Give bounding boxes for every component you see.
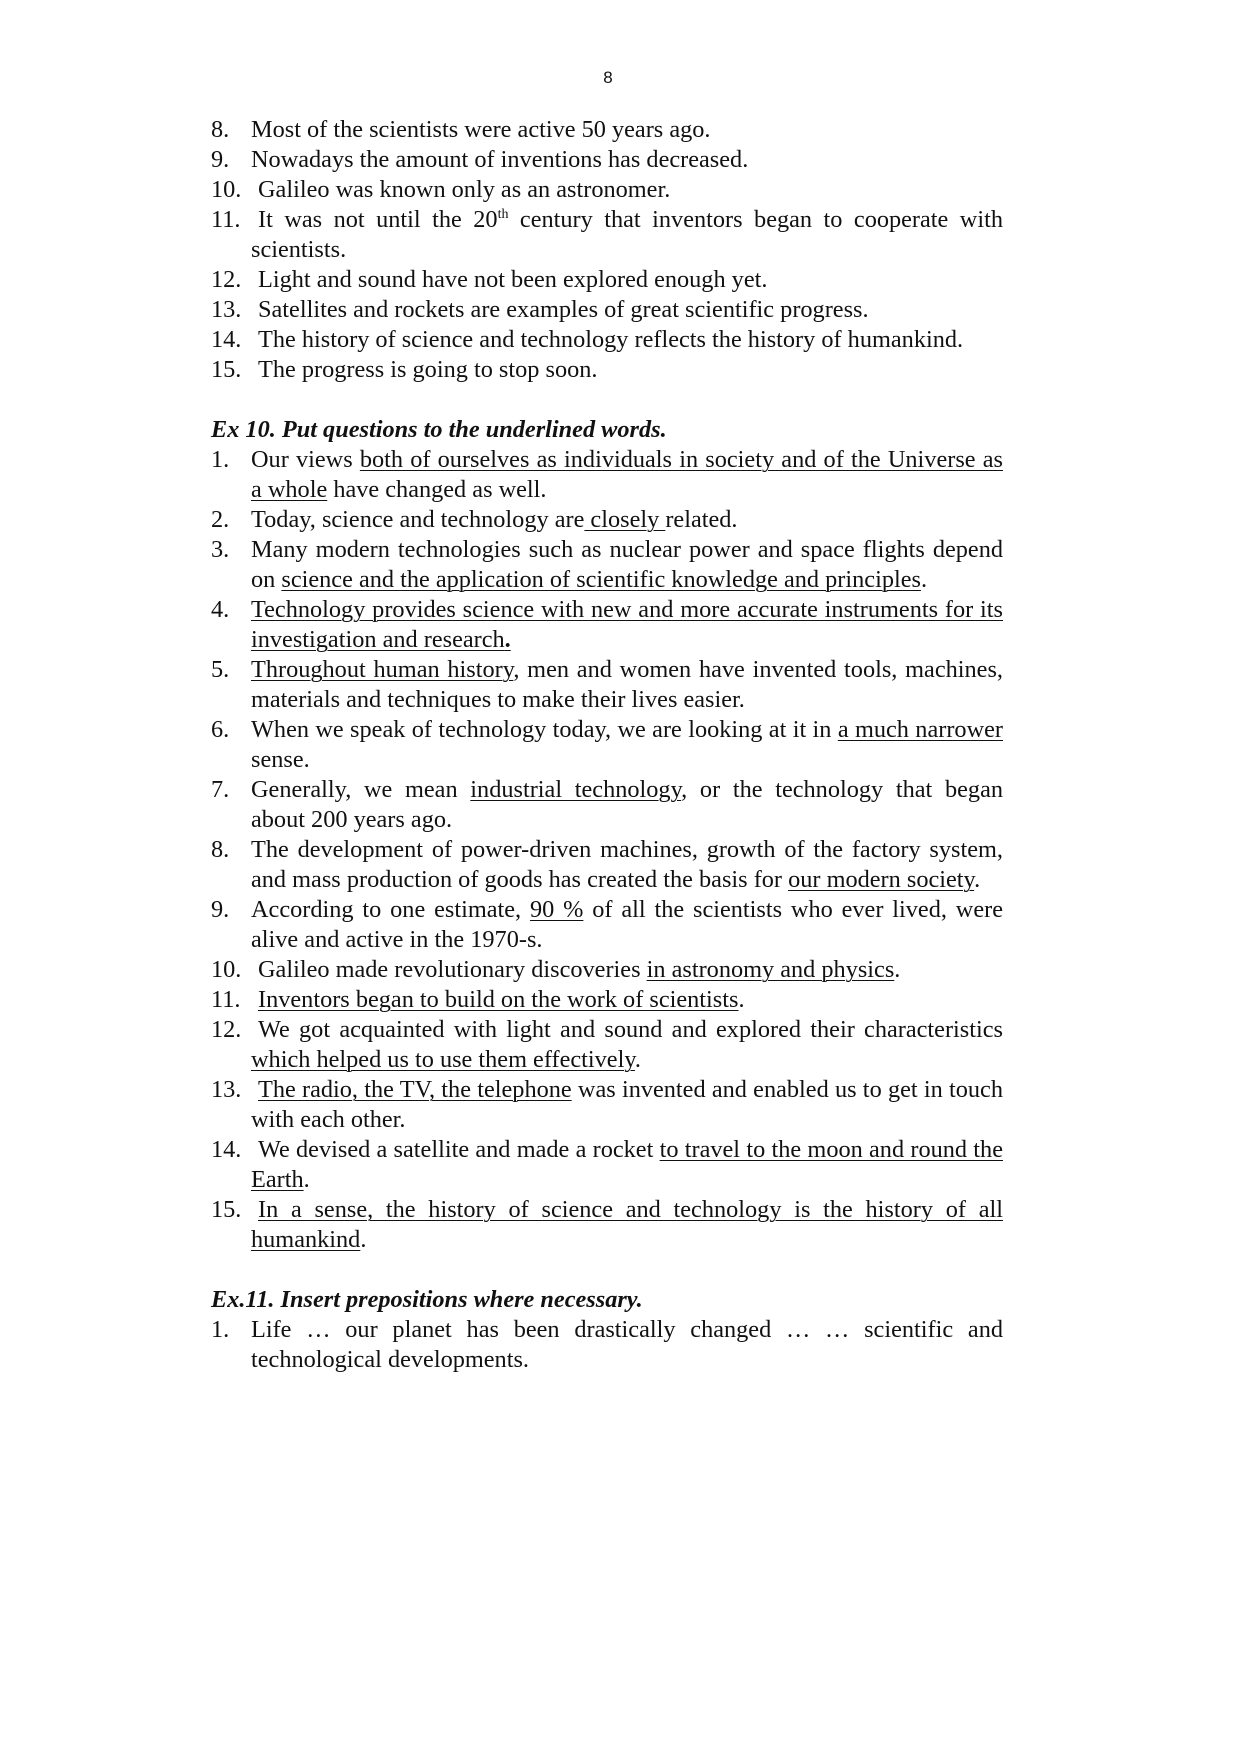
item-text — [251, 836, 1003, 893]
item-text — [251, 536, 1003, 593]
item-number: 12. — [211, 266, 242, 293]
list-item — [211, 295, 1003, 325]
item-number: 4. — [211, 596, 230, 623]
list-item — [211, 175, 1003, 205]
text-segment: , men and women have invented tools, machines, materials and techniques to make their lives easier. — [251, 656, 1003, 713]
list-item — [211, 145, 1003, 175]
list-item — [211, 355, 1003, 385]
item-text — [251, 896, 1003, 953]
item-number: 12. — [211, 1016, 242, 1043]
item-text — [251, 506, 738, 533]
underlined-phrase: our modern society — [788, 866, 975, 893]
text-segment: The progress is going to stop soon. — [258, 356, 598, 383]
item-number: 10. — [211, 956, 242, 983]
text-segment: We got acquainted with light and sound and explored their characteristics — [258, 1016, 1003, 1043]
item-text — [258, 986, 745, 1013]
true-false-list — [211, 115, 1003, 385]
list-item — [211, 445, 1003, 505]
list-item — [211, 265, 1003, 295]
text-segment: Light and sound have not been explored enough yet. — [258, 266, 768, 293]
text-segment: Life … our planet has been drastically changed … … scientific and technological developments. — [251, 1316, 1003, 1373]
list-item — [211, 955, 1003, 985]
item-text — [251, 1196, 1003, 1253]
item-number: 2. — [211, 506, 230, 533]
text-segment: Nowadays the amount of inventions has decreased. — [251, 146, 749, 173]
list-item — [211, 325, 1003, 355]
exercise-10-heading: Ex 10. Put questions to the underlined words. — [211, 416, 667, 443]
list-item — [211, 775, 1003, 835]
exercise-11-list — [211, 1315, 1003, 1375]
item-number: 11. — [211, 986, 241, 1013]
item-number: 1. — [211, 446, 230, 473]
text-segment: . — [738, 986, 745, 1013]
text-segment: . — [974, 866, 981, 893]
item-number: 9. — [211, 896, 230, 923]
item-number: 8. — [211, 836, 230, 863]
item-text — [258, 296, 869, 323]
text-segment: related. — [665, 506, 738, 533]
item-number: 9. — [211, 146, 230, 173]
text-segment: , or the technology that began about 200 years ago. — [251, 776, 1004, 833]
item-number: 13. — [211, 1076, 242, 1103]
item-text — [251, 1136, 1003, 1193]
underlined-phrase: which helped us to use them effectively — [251, 1046, 635, 1073]
underlined-phrase: to travel to the moon and round the Earth — [251, 1136, 1003, 1193]
superscript: th — [497, 207, 509, 222]
text-segment: . — [360, 1226, 367, 1253]
underlined-phrase: both of ourselves as individuals in society and of the Universe as a whole — [251, 446, 1003, 503]
underlined-phrase: In a sense, the history of science and technology is the history of all humankind — [251, 1196, 1003, 1253]
item-number: 8. — [211, 116, 230, 143]
item-number: 5. — [211, 656, 230, 683]
underlined-phrase: Technology provides science with new and more accurate instruments for its investigation and research — [251, 596, 1003, 653]
underlined-phrase: . — [504, 626, 511, 653]
text-segment: Most of the scientists were active 50 years ago. — [251, 116, 711, 143]
item-text — [258, 326, 963, 353]
underlined-phrase: industrial technology — [470, 776, 682, 803]
text-segment: . — [920, 566, 928, 593]
item-text — [251, 596, 1003, 653]
item-text — [251, 446, 1003, 503]
underlined-phrase: The radio, the TV, the telephone — [258, 1076, 572, 1103]
list-item — [211, 205, 1003, 265]
item-number: 13. — [211, 296, 242, 323]
item-number: 15. — [211, 1196, 242, 1223]
text-segment: The development of power-driven machines, growth of the factory system, and mass production of goods has created the basis for — [251, 836, 1003, 893]
list-item — [211, 1315, 1003, 1375]
underlined-phrase: closely — [584, 506, 666, 533]
underlined-phrase: a much narrower — [837, 716, 1003, 743]
item-text — [251, 1316, 1003, 1373]
list-item — [211, 505, 1003, 535]
item-number: 14. — [211, 326, 242, 353]
text-segment: Galileo was known only as an astronomer. — [258, 176, 671, 203]
text-segment: . — [894, 956, 901, 983]
text-segment: century that inventors began to cooperate with scientists. — [251, 206, 1003, 263]
text-segment: Our views — [251, 446, 360, 473]
item-text — [258, 176, 670, 203]
list-item — [211, 535, 1003, 595]
list-item — [211, 655, 1003, 715]
text-segment: Generally, we mean — [251, 776, 471, 803]
item-text — [258, 956, 900, 983]
text-segment: Galileo made revolutionary discoveries — [258, 956, 647, 983]
underlined-phrase: in astronomy and physics — [646, 956, 895, 983]
list-item — [211, 835, 1003, 895]
underlined-phrase: Inventors began to build on the work of scientists — [258, 986, 739, 1013]
list-item — [211, 1015, 1003, 1075]
text-segment: . — [634, 1046, 641, 1073]
item-number: 3. — [211, 536, 230, 563]
text-segment: sense. — [251, 746, 310, 773]
item-number: 1. — [211, 1316, 230, 1343]
underlined-phrase: science and the application of scientific knowledge and principles — [281, 566, 921, 593]
item-text — [251, 656, 1003, 713]
list-item — [211, 115, 1003, 145]
text-segment: It was not until the 20 — [258, 206, 498, 233]
item-number: 6. — [211, 716, 230, 743]
item-text — [251, 776, 1003, 833]
list-item — [211, 895, 1003, 955]
item-number: 7. — [211, 776, 230, 803]
item-number: 10. — [211, 176, 242, 203]
item-text — [251, 1076, 1003, 1133]
list-item — [211, 1195, 1003, 1255]
exercise-11-heading: Ex.11. Insert prepositions where necessary. — [211, 1286, 643, 1313]
item-text — [258, 266, 767, 293]
text-segment: have changed as well. — [327, 476, 547, 503]
text-segment: was invented and enabled us to get in touch with each other. — [251, 1076, 1003, 1133]
document-body — [211, 115, 1003, 1375]
text-segment: According to one estimate, — [251, 896, 530, 923]
text-segment: Satellites and rockets are examples of great scientific progress. — [258, 296, 869, 323]
exercise-10-list — [211, 445, 1003, 1255]
item-text — [251, 716, 1003, 773]
underlined-phrase: 90 % — [529, 896, 584, 923]
text-segment: When we speak of technology today, we are looking at it in — [251, 716, 838, 743]
item-number: 14. — [211, 1136, 242, 1163]
item-text — [251, 206, 1003, 263]
item-number: 15. — [211, 356, 242, 383]
text-segment: The history of science and technology reflects the history of humankind. — [258, 326, 964, 353]
item-text — [258, 356, 597, 383]
underlined-phrase: Throughout human history — [251, 656, 514, 683]
list-item — [211, 1135, 1003, 1195]
text-segment: of all the scientists who ever lived, were alive and active in the 1970-s. — [251, 896, 1003, 953]
text-segment: Today, science and technology are — [251, 506, 585, 533]
text-segment: . — [303, 1166, 310, 1193]
list-item — [211, 1075, 1003, 1135]
item-number: 11. — [211, 206, 241, 233]
item-text — [251, 146, 748, 173]
text-segment: We devised a satellite and made a rocket — [258, 1136, 660, 1163]
item-text — [251, 116, 710, 143]
list-item — [211, 715, 1003, 775]
list-item — [211, 595, 1003, 655]
list-item — [211, 985, 1003, 1015]
text-segment: Many modern technologies such as nuclear power and space flights depend on — [251, 536, 1003, 593]
item-text — [251, 1016, 1003, 1073]
page-number: 8 — [603, 68, 613, 87]
